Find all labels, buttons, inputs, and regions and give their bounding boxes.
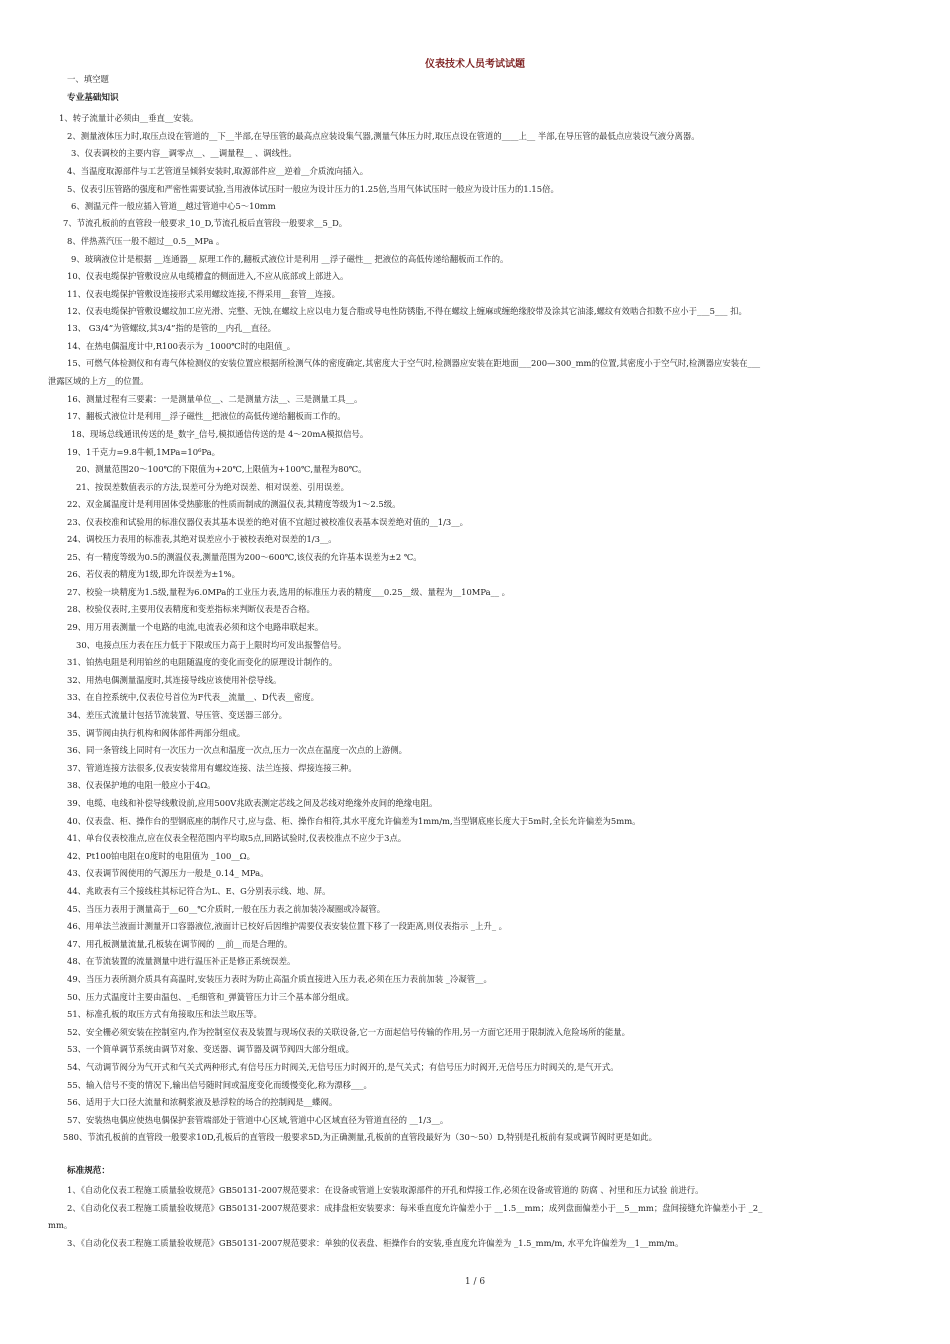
question-line: 23、仪表校准和试验用的标准仪器仪表其基本误差的绝对值不宜超过被校准仪表基本误差绝对值的__1/3__。 (67, 517, 469, 527)
question-line: 4、当温度取源部件与工艺管道呈倾斜安装时,取源部件应__逆着__介质流向插入。 (67, 166, 369, 176)
question-line: 8、伴热蒸汽压一般不超过__0.5__MPa 。 (67, 236, 225, 246)
question-line: 1、转子流量计必须由__垂直__安装。 (59, 113, 199, 123)
question-line: 16、测量过程有三要素：一是测量单位__、二是测量方法__、三是测量工具__。 (67, 394, 363, 404)
question-line: 9、玻璃液位计是根据 __连通器__ 原理工作的,翻板式液位计是利用 __浮子磁性__ 把液位的高低传递给翻板而工作的。 (71, 254, 509, 264)
question-line: 30、电接点压力表在压力低于下限或压力高于上限时均可发出报警信号。 (76, 640, 347, 650)
question-line: 15、可燃气体检测仪和有毒气体检测仪的安装位置应根据所检测气体的密度确定,其密度大于空气时,检测器应安装在距地面___200—300_mm的位置,其密度小于空气时,检测器应安装在___ (67, 358, 761, 368)
question-line: 35、调节阀由执行机构和阀体部件两部分组成。 (67, 728, 246, 738)
subsection-heading-standards: 标准规范： (67, 1166, 110, 1176)
question-line: 52、安全栅必须安装在控制室内,作为控制室仪表及装置与现场仪表的关联设备,它一方面起信号传输的作用,另一方面它还用于限制流入危险场所的能量。 (67, 1027, 631, 1037)
question-line: 33、在自控系统中,仪表位号首位为F代表__流量__、D代表__密度。 (67, 692, 319, 702)
question-line: 49、当压力表所测介质具有高温时,安装压力表时为防止高温介质直接进入压力表,必须在压力表前加装 _冷凝管__。 (67, 974, 492, 984)
question-line: 48、在节流装置的流量测量中进行温压补正是修正系统误差。 (67, 956, 296, 966)
question-line: 20、测量范围20～100℃的下限值为+20℃,上限值为+100℃,量程为80℃。 (76, 464, 367, 474)
question-line: 50、压力式温度计主要由温包、_毛细管和_弹簧管压力计三个基本部分组成。 (67, 992, 355, 1002)
question-line: 37、管道连接方法很多,仪表安装常用有螺纹连接、法兰连接、焊接连接三种。 (67, 763, 357, 773)
question-line: 3、《自动化仪表工程施工质量验收规范》GB50131-2007规范要求：单独的仪表盘、柜操作台的安装,垂直度允许偏差为 _1.5_mm/m, 水平允许偏差为__1__mm/m。 (67, 1238, 684, 1248)
question-line: 32、用热电偶测量温度时,其连接导线应该使用补偿导线。 (67, 675, 282, 685)
question-line: 25、有一精度等级为0.5的测温仪表,测量范围为200～600℃,该仪表的允许基本误差为±2 ℃。 (67, 552, 422, 562)
question-line: 19、1千克力=9.8牛顿,1MPa=10⁶Pa。 (67, 447, 221, 457)
question-line: 54、气动调节阀分为气开式和气关式两种形式,有信号压力时阀关,无信号压力时阀开的,是气关式；有信号压力时阀开,无信号压力时阀关的,是气开式。 (67, 1062, 619, 1072)
question-line: 580、节流孔板前的直管段一般要求10D,孔板后的直管段一般要求5D,为正确测量,孔板前的直管段最好为（30～50）D,特别是孔板前有泵或调节阀时更是如此。 (63, 1132, 658, 1142)
question-line: 2、《自动化仪表工程施工质量验收规范》GB50131-2007规范要求：成排盘柜安装要求：每米垂直度允许偏差小于 __1.5__mm；成列盘面偏差小于__5__mm；盘间接缝允许偏差小于 _2_ (67, 1203, 763, 1213)
question-line: 53、一个简单调节系统由调节对象、变送器、调节器及调节阀四大部分组成。 (67, 1044, 355, 1054)
question-line: 5、仪表引压管路的强度和严密性需要试验,当用液体试压时一般应为设计压力的1.25倍,当用气体试压时一般应为设计压力的1.15倍。 (67, 184, 559, 194)
page-number: 1 / 6 (464, 1277, 486, 1287)
question-line: 2、测量液体压力时,取压点设在管道的__下__半部,在导压管的最高点应装设集气器,测量气体压力时,取压点设在管道的____上__ 半部,在导压管的最低点应装设气液分离器。 (67, 131, 700, 141)
question-line: 14、在热电偶温度计中,R100表示为 _1000℃时的电阻值_。 (67, 341, 296, 351)
question-line: 43、仪表调节阀使用的气源压力一般是_0.14_ MPa。 (67, 868, 269, 878)
question-line: 13、 G3/4”为管螺纹,其3/4”指的是管的__内孔__直径。 (67, 323, 276, 333)
question-line: 10、仪表电缆保护管敷设应从电缆槽盒的侧面进入,不应从底部或上部进入。 (67, 271, 349, 281)
question-line: 12、仪表电缆保护管敷设螺纹加工应光滑、完整、无蚀,在螺纹上应以电力复合脂或导电性防锈脂,不得在螺纹上缠麻或缠绝缘胶带及涂其它油漆,螺纹有效啮合扣数不应小于___5___ 扣。 (67, 306, 747, 316)
subsection-heading-basic: 专业基础知识 (67, 93, 119, 103)
question-line: 46、用单法兰液面计测量开口容器液位,液面计已校好后因维护需要仪表安装位置下移了一段距离,则仪表指示 _上升_ 。 (67, 921, 508, 931)
question-line: 24、调校压力表用的标准表,其绝对误差应小于被校表绝对误差的1/3__。 (67, 534, 337, 544)
question-line: 18、现场总线通讯传送的是_数字_信号,模拟通信传送的是 4～20mA模拟信号。 (71, 429, 369, 439)
question-line: 22、双金属温度计是利用固体受热膨胀的性质而制成的测温仪表,其精度等级为1～2.5级。 (67, 499, 401, 509)
question-line: 36、同一条管线上同时有一次压力一次点和温度一次点,压力一次点在温度一次点的上游侧。 (67, 745, 407, 755)
question-line: 39、电缆、电线和补偿导线敷设前,应用500V兆欧表测定芯线之间及芯线对绝缘外皮间的绝缘电阻。 (67, 798, 438, 808)
question-line: 17、翻板式液位计是利用__浮子磁性__把液位的高低传递给翻板而工作的。 (67, 411, 346, 421)
question-line: 56、适用于大口径大流量和浓稠浆液及悬浮粒的场合的控制阀是__蝶阀。 (67, 1097, 338, 1107)
question-line: 41、单台仪表校准点,应在仪表全程范围内平均取5点,回路试验时,仪表校准点不应少于3点。 (67, 833, 407, 843)
question-line: mm。 (48, 1220, 73, 1230)
question-line: 42、Pt100铂电阻在0度时的电阻值为 _100__Ω。 (67, 851, 255, 861)
question-line: 6、测温元件一般应插入管道__越过管道中心5～10mm (71, 201, 276, 211)
question-line: 57、安装热电偶应使热电偶保护套管端部处于管道中心区域,管道中心区域直径为管道直径的 __1/3__。 (67, 1115, 449, 1125)
question-line: 28、校验仪表时,主要用仪表精度和变差指标来判断仪表是否合格。 (67, 604, 315, 614)
question-line: 34、差压式流量计包括节流装置、导压管、变送器三部分。 (67, 710, 288, 720)
question-line: 27、校验一块精度为1.5级,量程为6.0MPa的工业压力表,选用的标准压力表的精度___0.25__级、量程为__10MPa__ 。 (67, 587, 511, 597)
question-line: 40、仪表盘、柜、操作台的型钢底座的制作尺寸,应与盘、柜、操作台相符,其水平度允许偏差为1mm/m,当型钢底座长度大于5m时,全长允许偏差为5mm。 (67, 816, 641, 826)
question-line: 11、仪表电缆保护管敷设连接形式采用螺纹连接,不得采用__套管__连接。 (67, 289, 340, 299)
question-line: 51、标准孔板的取压方式有角接取压和法兰取压等。 (67, 1009, 262, 1019)
question-line: 21、按误差数值表示的方法,误差可分为绝对误差、相对误差、引用误差。 (76, 482, 349, 492)
question-line: 45、当压力表用于测量高于__60__℃介质时,一般在压力表之前加装冷凝圈或冷凝管。 (67, 904, 386, 914)
question-line: 29、用万用表测量一个电路的电流,电流表必须和这个电路串联起来。 (67, 622, 324, 632)
question-line: 26、若仪表的精度为1级,即允许误差为±1%。 (67, 569, 240, 579)
question-line: 3、仪表调校的主要内容__调零点__、__调量程__ 、调线性。 (71, 148, 297, 158)
question-line: 31、铂热电阻是利用铂丝的电阻随温度的变化而变化的原理设计制作的。 (67, 657, 338, 667)
question-line: 55、输入信号不变的情况下,输出信号随时间或温度变化而缓慢变化,称为漂移___。 (67, 1080, 372, 1090)
document-title: 仪表技术人员考试试题 (425, 59, 525, 70)
question-line: 44、兆欧表有三个接线柱其标记符合为L、E、G分别表示线、地、屏。 (67, 886, 331, 896)
question-line: 7、节流孔板前的直管段一般要求_10_D,节流孔板后直管段一般要求__5_D。 (63, 218, 348, 228)
section-heading: 一、填空题 (67, 74, 109, 84)
question-line: 47、用孔板测量流量,孔板装在调节阀的 __前__而是合理的。 (67, 939, 293, 949)
question-line: 38、仪表保护地的电阻一般应小于4Ω。 (67, 780, 216, 790)
question-line: 泄露区域的上方__的位置。 (48, 376, 149, 386)
question-line: 1、《自动化仪表工程施工质量验收规范》GB50131-2007规范要求：在设备或管道上安装取源部件的开孔和焊接工作,必须在设备或管道的 防腐 、衬里和压力试验 前进行。 (67, 1185, 704, 1195)
